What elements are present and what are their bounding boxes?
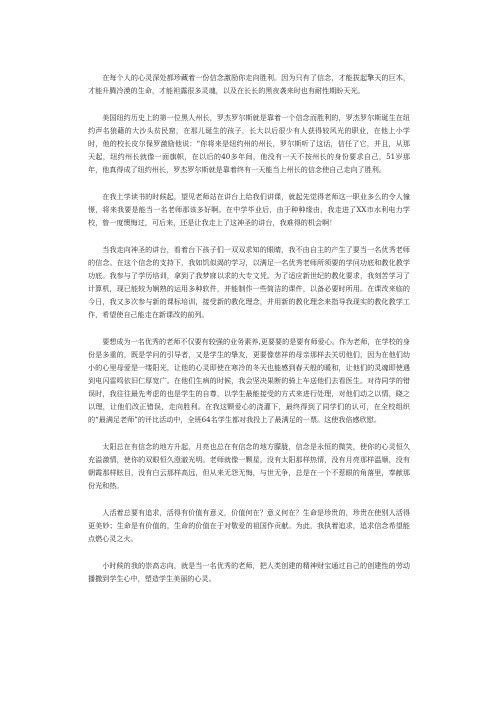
document-body bbox=[88, 71, 410, 599]
paragraph-4: 当我走向神圣的讲台，看着台下孩子们一双双求知的眼睛，我不由自主的产生了要当一名优秀老师的信念。在这个信念的支持下，我如饥似渴的学习，以满足一名优秀老师所须要的学问功底和教化教学功底。我参与了学历培训，拿到了我梦寐以求的大专文凭。为了适应新世纪的教化要求，我刻苦学习了计算机，现已能较为娴熟的运用多种软件，并能制作一些简洁的课件，以备必要时所用。在课改来临的今日，我又多次参与新的课标培训，接受新的教化理念，并用新的教化理念来指导我现实的教化教学工作，希望使自己能走在新课改的前列。 bbox=[88, 245, 410, 319]
paragraph-7: 人活着总要有追求，活得有价值有意义，价值何在？意义何在？生命是珍贵的，珍贵在使别人活得更美妙；生命是有价值的，生命的价值在于对敬爱的祖国作贡献。为此，我执着追求，追求信念希望能点燃心灵之火。 bbox=[88, 508, 410, 543]
paragraph-1: 在每个人的心灵深处都珍藏着一份信念激励你走向胜利。因为只有了信念，才能拔起擎天的巨木，才能升腾冷漠的生命，才能袒露很多灵魂，以及在长长的黑夜袭来时也有耐性期盼天光。 bbox=[88, 73, 410, 95]
paragraph-5: 要想成为一名优秀的老师不仅要有较强的业务素养,更要要的是要有师爱心。作为老师，在学校的身份是多重的，既是学问的引导者，又是学生的挚友，更要像慈祥的母亲那样去关切他们，因为在他们幼小的心里母爱是一缕阳光，让他的心灵即使在寒冷的冬天也能感到春天般的暖和，让他们的灵魂即使遇到电闪雷鸣依旧仁厚宽广。在他们生病的时候，我会坚决果断的骑上车送他们去看医生。对待同学的错误时，我往往最先考虑的也是学生的自尊，以学生最能接受的方式来进行处理，对他们动之以情，晓之以理，让他们改正错误，走向胜利。在我这颗爱心的浇灌下，最终得到了同学们的认可，在全校组织的“最满足老师”的评比活动中，全班64名学生都对我投上了最满足的一票。这使我倍感欣慰。 bbox=[88, 337, 410, 424]
paragraph-8: 小时候的我的崇高志向，就是当一名优秀的老师，把人类创建的精神财宝通过自己的创建性的劳动播撒到学生心中，塑造学生美丽的心灵。 bbox=[88, 561, 410, 583]
paragraph-2: 美国纽约历史上的第一位黑人州长，罗杰罗尔斯就是靠着一个信念而胜利的，罗杰罗尔斯诞生在纽约声名狼藉的大沙头贫民窟，在那儿诞生的孩子，长大以后很少有人获得较风光的职业，在他上小学时，他的校长皮尔保罗激励他说：“你将来是纽约州的州长，罗尔斯听了这话，信任了它，并且，从那天起，纽约州长就像一面旗帜，在以后的40多年间，他没有一天不按州长的身份要求自己，51岁那年，他真得成了纽约州长，罗杰罗尔斯就是靠着终有一天能当上州长的信念使自己走向了胜利。 bbox=[88, 113, 410, 174]
paragraph-3: 在我上学读书的时候起，望见老师站在讲台上给我们讲课，就起先觉得老师这一职业多么的令人憧憬，将来我要是能当一名老师那该多好啊。在中学毕业后，由于种种缘由，我走进了XX市水利电力学校，曾一度懊悔过，可后来，还是让我走上了这神圣的讲台，我难得的机会啊！ bbox=[88, 192, 410, 227]
paragraph-6: 太阳总在有信念的地方升起，月亮也总在有信念的地方朦胧，信念是永恒的微笑，使你的心灵恒久充溢激情，使你的双眼恒久澄澈光明。老师就像一颗星，没有太阳那样热情，没有月亮那样温顺，没有朝霞那样眩目，没有白云那样高远，但从来无怨无悔，与世无争，总是在一个不惹眼的角落里，奉献那份光和热。 bbox=[88, 442, 410, 490]
